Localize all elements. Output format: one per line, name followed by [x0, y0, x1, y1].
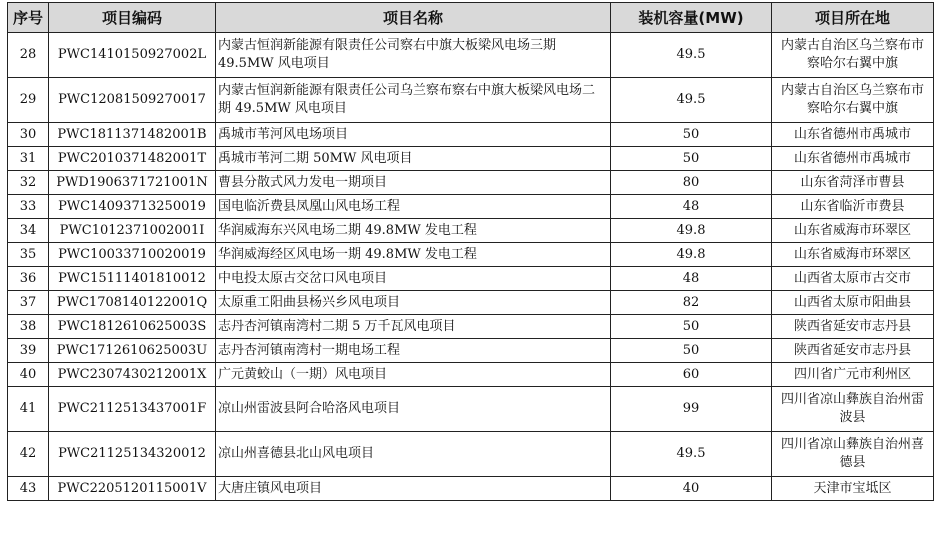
cell-location: 山西省太原市古交市 [772, 267, 934, 291]
cell-project-code: PWC1410150927002L [49, 33, 216, 78]
cell-capacity: 49.8 [611, 243, 772, 267]
cell-capacity: 49.5 [611, 432, 772, 477]
cell-location: 山东省威海市环翠区 [772, 243, 934, 267]
cell-project-code: PWD1906371721001N [49, 171, 216, 195]
cell-project-code: PWC14093713250019 [49, 195, 216, 219]
header-location: 项目所在地 [772, 3, 934, 33]
project-table [7, 2, 934, 501]
cell-project-code: PWC2010371482001T [49, 147, 216, 171]
cell-project-code: PWC1708140122001Q [49, 291, 216, 315]
cell-index: 28 [8, 33, 49, 78]
cell-location: 四川省广元市利州区 [772, 363, 934, 387]
cell-capacity: 40 [611, 477, 772, 501]
table-row [8, 477, 934, 501]
cell-project-code: PWC2205120115001V [49, 477, 216, 501]
table-row [8, 195, 934, 219]
table-row [8, 363, 934, 387]
header-capacity: 装机容量(MW) [611, 3, 772, 33]
cell-capacity: 80 [611, 171, 772, 195]
cell-project-code: PWC1012371002001I [49, 219, 216, 243]
cell-index: 37 [8, 291, 49, 315]
cell-index: 29 [8, 78, 49, 123]
table-row [8, 243, 934, 267]
cell-project-name: 华润威海东兴风电场二期 49.8MW 发电工程 [216, 219, 611, 243]
cell-index: 38 [8, 315, 49, 339]
table-row [8, 387, 934, 432]
cell-location: 内蒙古自治区乌兰察布市察哈尔右翼中旗 [772, 33, 934, 78]
cell-capacity: 82 [611, 291, 772, 315]
cell-index: 34 [8, 219, 49, 243]
cell-capacity: 49.5 [611, 33, 772, 78]
cell-project-code: PWC1712610625003U [49, 339, 216, 363]
cell-project-name: 凉山州雷波县阿合哈洛风电项目 [216, 387, 611, 432]
cell-capacity: 48 [611, 195, 772, 219]
cell-location: 山东省临沂市费县 [772, 195, 934, 219]
cell-project-name: 曹县分散式风力发电一期项目 [216, 171, 611, 195]
cell-project-name: 凉山州喜德县北山风电项目 [216, 432, 611, 477]
cell-capacity: 49.5 [611, 78, 772, 123]
header-project-name: 项目名称 [216, 3, 611, 33]
table-row [8, 291, 934, 315]
cell-project-code: PWC15111401810012 [49, 267, 216, 291]
table-row [8, 432, 934, 477]
header-index: 序号 [8, 3, 49, 33]
cell-project-name: 志丹杏河镇南湾村二期 5 万千瓦风电项目 [216, 315, 611, 339]
table-row [8, 219, 934, 243]
table-row [8, 267, 934, 291]
cell-location: 天津市宝坻区 [772, 477, 934, 501]
cell-project-code: PWC1811371482001B [49, 123, 216, 147]
cell-index: 39 [8, 339, 49, 363]
cell-location: 山东省德州市禹城市 [772, 123, 934, 147]
cell-index: 33 [8, 195, 49, 219]
cell-project-code: PWC2112513437001F [49, 387, 216, 432]
cell-capacity: 50 [611, 339, 772, 363]
cell-index: 41 [8, 387, 49, 432]
cell-index: 31 [8, 147, 49, 171]
cell-location: 四川省凉山彝族自治州雷波县 [772, 387, 934, 432]
cell-location: 陕西省延安市志丹县 [772, 315, 934, 339]
cell-capacity: 50 [611, 123, 772, 147]
table-row [8, 33, 934, 78]
cell-index: 40 [8, 363, 49, 387]
cell-project-name: 志丹杏河镇南湾村一期电场工程 [216, 339, 611, 363]
table-row [8, 171, 934, 195]
table-row [8, 123, 934, 147]
header-project-code: 项目编码 [49, 3, 216, 33]
cell-index: 42 [8, 432, 49, 477]
table-row [8, 78, 934, 123]
cell-project-name: 禹城市苇河风电场项目 [216, 123, 611, 147]
cell-project-name: 太原重工阳曲县杨兴乡风电项目 [216, 291, 611, 315]
cell-project-name: 内蒙古恒润新能源有限责任公司乌兰察布察右中旗大板梁风电场二期 49.5MW 风电项目 [216, 78, 611, 123]
table-row [8, 147, 934, 171]
project-table-wrapper [7, 2, 934, 501]
cell-capacity: 50 [611, 315, 772, 339]
cell-project-name: 国电临沂费县凤凰山风电场工程 [216, 195, 611, 219]
cell-project-code: PWC1812610625003S [49, 315, 216, 339]
cell-capacity: 50 [611, 147, 772, 171]
cell-index: 30 [8, 123, 49, 147]
cell-project-code: PWC2307430212001X [49, 363, 216, 387]
cell-project-code: PWC21125134320012 [49, 432, 216, 477]
cell-location: 山东省菏泽市曹县 [772, 171, 934, 195]
cell-index: 36 [8, 267, 49, 291]
cell-index: 32 [8, 171, 49, 195]
table-row [8, 339, 934, 363]
cell-project-name: 大唐庄镇风电项目 [216, 477, 611, 501]
cell-project-name: 广元黄蛟山（一期）风电项目 [216, 363, 611, 387]
cell-location: 山东省德州市禹城市 [772, 147, 934, 171]
cell-location: 山西省太原市阳曲县 [772, 291, 934, 315]
table-header-row [8, 3, 934, 33]
cell-project-code: PWC10033710020019 [49, 243, 216, 267]
cell-location: 内蒙古自治区乌兰察布市察哈尔右翼中旗 [772, 78, 934, 123]
cell-index: 43 [8, 477, 49, 501]
table-row [8, 315, 934, 339]
cell-capacity: 49.8 [611, 219, 772, 243]
cell-capacity: 99 [611, 387, 772, 432]
table-body [8, 33, 934, 501]
cell-project-name: 内蒙古恒润新能源有限责任公司察右中旗大板梁风电场三期49.5MW 风电项目 [216, 33, 611, 78]
cell-location: 陕西省延安市志丹县 [772, 339, 934, 363]
cell-capacity: 60 [611, 363, 772, 387]
cell-capacity: 48 [611, 267, 772, 291]
cell-location: 四川省凉山彝族自治州喜德县 [772, 432, 934, 477]
cell-location: 山东省威海市环翠区 [772, 219, 934, 243]
cell-index: 35 [8, 243, 49, 267]
cell-project-code: PWC12081509270017 [49, 78, 216, 123]
cell-project-name: 禹城市苇河二期 50MW 风电项目 [216, 147, 611, 171]
cell-project-name: 华润威海经区风电场一期 49.8MW 发电工程 [216, 243, 611, 267]
cell-project-name: 中电投太原古交岔口风电项目 [216, 267, 611, 291]
